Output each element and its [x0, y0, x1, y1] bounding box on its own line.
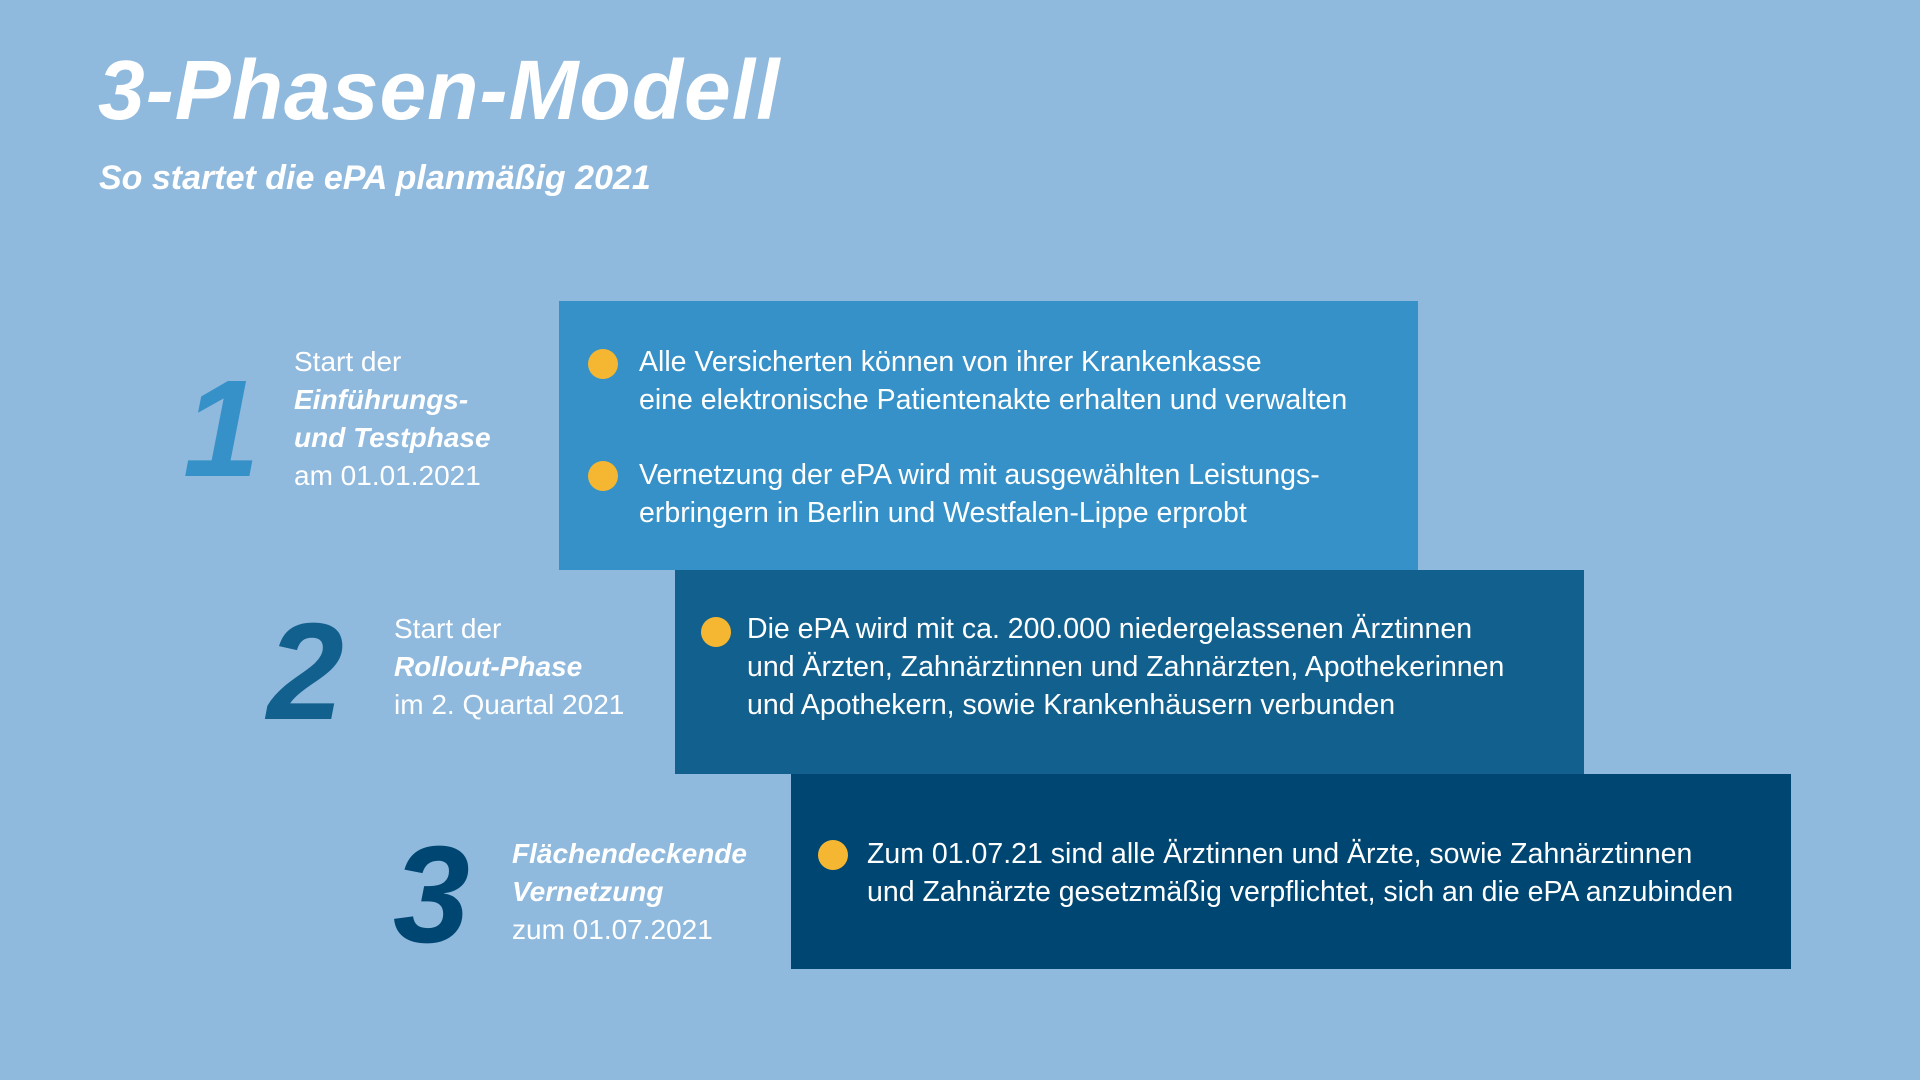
bullet-line: eine elektronische Patientenakte erhalten und verwalten: [639, 384, 1348, 416]
phase-1-number: 1: [183, 352, 260, 506]
phase-3-label-em-2: Vernetzung: [512, 876, 664, 907]
phase-3-label-em-1: Flächendeckende: [512, 838, 747, 869]
bullet-dot: [818, 840, 848, 870]
phase-3-number: 3: [393, 818, 470, 972]
bullet-line: erbringern in Berlin und Westfalen-Lippe erprobt: [639, 497, 1247, 529]
bullet-dot: [588, 461, 618, 491]
phase-1-label: [294, 343, 491, 495]
phase-3-label-date: zum 01.07.2021: [512, 914, 713, 945]
phase-1-bullet-1: [639, 343, 1347, 419]
phase-3-bullet-1: [867, 835, 1733, 911]
phase-2-label: [394, 610, 624, 724]
page-title: 3-Phasen-Modell: [98, 43, 781, 137]
bullet-line: und Apothekern, sowie Krankenhäusern verbunden: [747, 689, 1396, 721]
bullet-dot: [701, 617, 731, 647]
phase-2-label-date: im 2. Quartal 2021: [394, 689, 625, 720]
bullet-line: Alle Versicherten können von ihrer Krankenkasse: [639, 346, 1262, 378]
phase-1-label-em-2: und Testphase: [294, 422, 491, 453]
phase-1-bullet-2: [639, 456, 1320, 532]
bullet-line: Vernetzung der ePA wird mit ausgewählten Leistungs-: [639, 459, 1320, 491]
bullet-line: und Ärzten, Zahnärztinnen und Zahnärzten, Apothekerinnen: [747, 651, 1505, 683]
phase-2-bullet-1: [747, 610, 1504, 724]
bullet-line: Die ePA wird mit ca. 200.000 niedergelassenen Ärztinnen: [747, 613, 1473, 645]
page-subtitle: So startet die ePA planmäßig 2021: [99, 159, 651, 197]
phase-2-label-pre: Start der: [394, 613, 502, 644]
phase-1-label-em-1: Einführungs-: [294, 384, 469, 415]
bullet-line: und Zahnärzte gesetzmäßig verpflichtet, sich an die ePA anzubinden: [867, 876, 1734, 908]
bullet-dot: [588, 349, 618, 379]
phase-2-label-em-1: Rollout-Phase: [394, 651, 583, 682]
phase-3-label: [512, 835, 747, 949]
phase-1-label-date: am 01.01.2021: [294, 460, 481, 491]
bullet-line: Zum 01.07.21 sind alle Ärztinnen und Ärzte, sowie Zahnärztinnen: [867, 838, 1693, 870]
phase-1-label-pre: Start der: [294, 346, 402, 377]
phase-2-number: 2: [267, 595, 344, 749]
